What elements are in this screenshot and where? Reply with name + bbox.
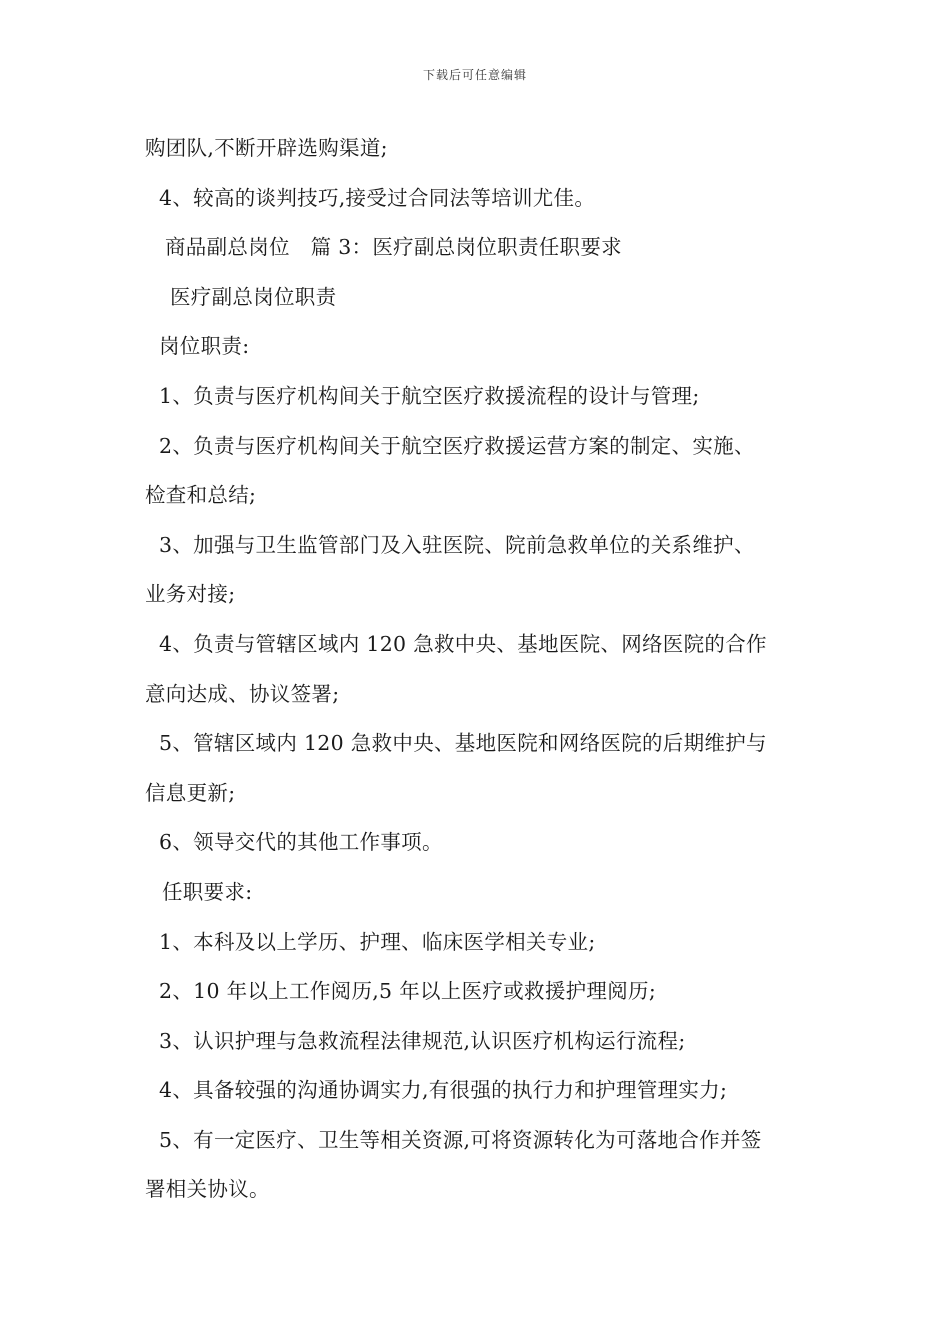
list-item-continuation: 意向达成、协议签署; [145,681,340,706]
list-item-continuation: 业务对接; [145,582,236,607]
list-item: 1、负责与医疗机构间关于航空医疗救援流程的设计与管理; [159,383,700,408]
subsection-heading: 医疗副总岗位职责 [170,284,337,309]
page-header-note: 下载后可任意编辑 [422,68,527,82]
list-item: 5、管辖区域内 120 急救中央、基地医院和网络医院的后期维护与 [159,731,767,756]
list-item: 2、负责与医疗机构间关于航空医疗救援运营方案的制定、实施、 [159,433,755,458]
list-item-continuation: 署相关协议。 [145,1177,270,1202]
section-heading: 商品副总岗位 篇 3：医疗副总岗位职责任职要求 [165,235,622,260]
list-heading: 任职要求: [162,879,253,904]
list-item-continuation: 信息更新; [145,780,236,805]
paragraph-line: 购团队,不断开辟选购渠道; [145,136,388,160]
list-item: 5、有一定医疗、卫生等相关资源,可将资源转化为可落地合作并签 [159,1127,762,1152]
list-item: 4、负责与管辖区域内 120 急救中央、基地医院、网络医院的合作 [159,631,767,656]
list-item: 6、领导交代的其他工作事项。 [159,830,443,855]
list-item-continuation: 检查和总结; [145,483,257,508]
document-body [145,128,825,1219]
list-item: 3、加强与卫生监管部门及入驻医院、院前急救单位的关系维护、 [159,532,755,557]
list-item: 1、本科及以上学历、护理、临床医学相关专业; [159,929,596,954]
list-item: 2、10 年以上工作阅历,5 年以上医疗或救援护理阅历; [159,979,657,1004]
paragraph-line: 4、较高的谈判技巧,接受过合同法等培训尤佳。 [159,185,596,210]
list-item: 3、认识护理与急救流程法律规范,认识医疗机构运行流程; [159,1028,686,1053]
list-item: 4、具备较强的沟通协调实力,有很强的执行力和护理管理实力; [159,1078,728,1103]
list-heading: 岗位职责: [159,334,250,359]
